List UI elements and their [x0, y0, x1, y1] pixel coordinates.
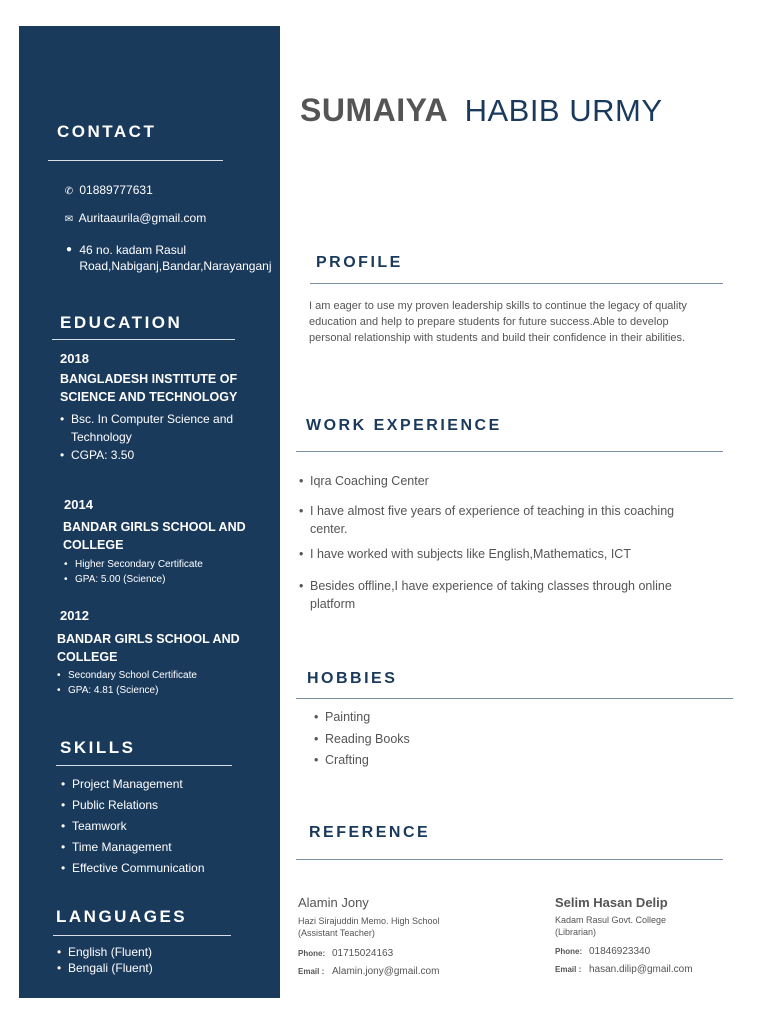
list-item: • Bsc. In Computer Science and Technology [60, 410, 270, 446]
list-item: • Effective Communication [61, 858, 271, 879]
contact-address-line2: Road,Nabiganj,Bandar,Narayanganj [79, 259, 272, 273]
reference-card [555, 895, 755, 977]
education-details [57, 668, 257, 698]
work-list [299, 472, 739, 613]
email-label: Email : [555, 965, 582, 974]
work-heading: WORK EXPERIENCE [306, 417, 502, 434]
list-item: • GPA: 5.00 (Science) [64, 572, 264, 587]
work-divider [296, 451, 723, 452]
contact-heading: CONTACT [57, 122, 157, 141]
contact-email: Auritaaurila@gmail.com [78, 211, 207, 225]
location-icon: ● [65, 244, 73, 255]
languages-divider [53, 935, 231, 936]
last-name: HABIB URMY [464, 93, 663, 128]
list-item: • Project Management [61, 774, 271, 795]
profile-text: I am eager to use my proven leadership skills to continue the legacy of quality education and help to prepare students for future success.Able to develop personal relationship with students and build their confidence in their abilities. [309, 300, 687, 344]
contact-email-row [62, 210, 206, 228]
skills-list [61, 774, 271, 879]
contact-address-row [62, 242, 276, 274]
list-item: • Higher Secondary Certificate [64, 557, 264, 572]
list-item: • Secondary School Certificate [57, 668, 257, 683]
education-year: 2012 [60, 608, 89, 623]
list-item: • Painting [314, 707, 514, 729]
list-item: • GPA: 4.81 (Science) [57, 683, 257, 698]
list-item: • Teamwork [61, 816, 271, 837]
education-heading: EDUCATION [60, 313, 183, 332]
list-item: • Time Management [61, 837, 271, 858]
phone-label: Phone: [555, 947, 583, 956]
reference-phone: 01715024163 [332, 948, 394, 959]
reference-email: hasan.dilip@gmail.com [589, 964, 693, 975]
phone-label: Phone: [298, 949, 326, 958]
profile-divider [310, 283, 723, 284]
education-year: 2018 [60, 351, 89, 366]
hobbies-heading: HOBBIES [307, 670, 398, 687]
languages-heading: LANGUAGES [56, 907, 188, 926]
languages-list [57, 944, 267, 976]
education-year: 2014 [64, 497, 93, 512]
email-icon: ✉ [64, 214, 74, 225]
profile-heading: PROFILE [316, 254, 403, 271]
education-divider [52, 339, 235, 340]
education-institution: BANDAR GIRLS SCHOOL AND COLLEGE [63, 520, 246, 552]
reference-phone: 01846923340 [589, 946, 651, 957]
contact-address-line1: 46 no. kadam Rasul [79, 243, 187, 257]
reference-name: Alamin Jony [298, 895, 369, 910]
reference-role: (Assistant Teacher) [298, 928, 375, 938]
list-item: • English (Fluent) [57, 944, 267, 960]
skills-divider [56, 765, 232, 766]
first-name: SUMAIYA [300, 92, 449, 128]
list-item: • Reading Books [314, 729, 514, 751]
reference-org: Kadam Rasul Govt. College [555, 915, 667, 925]
contact-divider [48, 160, 223, 161]
reference-role: (Librarian) [555, 927, 597, 937]
reference-org: Hazi Sirajuddin Memo. High School [298, 916, 440, 926]
reference-card [298, 895, 538, 979]
list-item: • Iqra Coaching Center [299, 472, 739, 490]
phone-icon: ✆ [64, 186, 74, 197]
list-item: • Public Relations [61, 795, 271, 816]
reference-divider [296, 859, 723, 860]
reference-heading: REFERENCE [309, 824, 431, 841]
contact-phone-row [62, 182, 153, 200]
hobbies-divider [296, 698, 733, 699]
list-item: • I have worked with subjects like English,Mathematics, ICT [299, 545, 739, 563]
education-institution: BANGLADESH INSTITUTE OF SCIENCE AND TECHNOLOGY [60, 372, 238, 404]
reference-email: Alamin.jony@gmail.com [332, 966, 440, 977]
education-details [64, 557, 264, 587]
contact-phone: 01889777631 [79, 183, 153, 197]
list-item: • CGPA: 3.50 [60, 446, 270, 464]
list-item: • Crafting [314, 750, 514, 772]
email-label: Email : [298, 967, 325, 976]
list-item: • Besides offline,I have experience of taking classes through online platform [299, 577, 739, 613]
skills-heading: SKILLS [60, 738, 136, 757]
reference-name: Selim Hasan Delip [555, 895, 668, 910]
page-title [300, 92, 663, 129]
hobbies-list [314, 707, 514, 772]
education-institution: BANDAR GIRLS SCHOOL AND COLLEGE [57, 632, 240, 664]
education-details [60, 410, 270, 464]
list-item: • Bengali (Fluent) [57, 960, 267, 976]
list-item: • I have almost five years of experience of teaching in this coaching center. [299, 502, 739, 538]
